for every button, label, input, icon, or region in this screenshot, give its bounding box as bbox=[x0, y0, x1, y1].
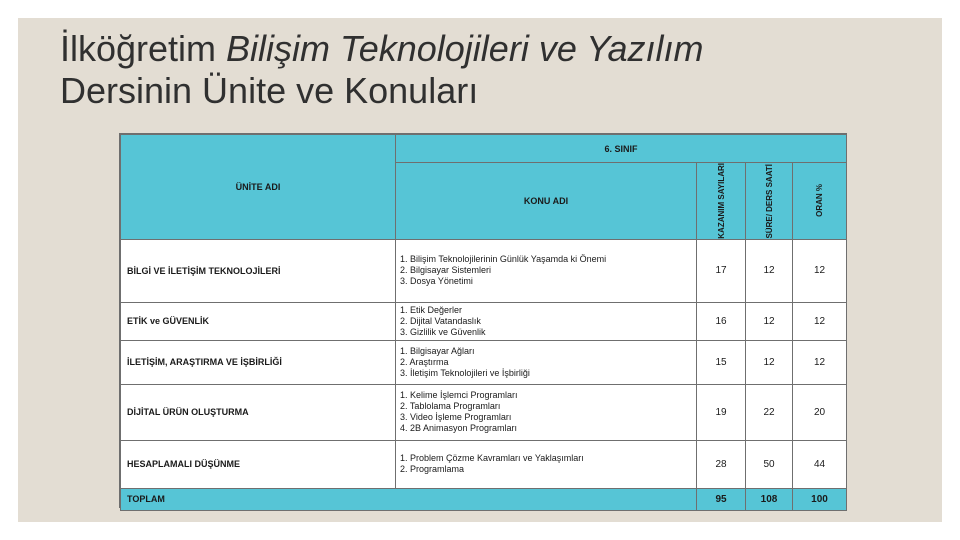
table-row bbox=[121, 440, 847, 488]
kazanim-value: 15 bbox=[697, 340, 746, 384]
topic-list bbox=[396, 239, 697, 302]
topic-item: 1. Bilişim Teknolojilerinin Günlük Yaşamda ki Önemi bbox=[400, 254, 607, 265]
oran-value: 12 bbox=[793, 340, 847, 384]
sure-value: 50 bbox=[746, 440, 793, 488]
topic-item: 2. Araştırma bbox=[400, 356, 449, 367]
kazanim-header: KAZANIM SAYILARI bbox=[716, 163, 726, 239]
title-line1-plain: İlköğretim bbox=[60, 28, 227, 69]
topic-header: KONU ADI bbox=[396, 163, 697, 240]
topic-item: 2. Dijital Vatandaslık bbox=[400, 315, 481, 326]
kazanim-value: 19 bbox=[697, 384, 746, 440]
oran-value: 44 bbox=[793, 440, 847, 488]
oran-value: 20 bbox=[793, 384, 847, 440]
kazanim-value: 28 bbox=[697, 440, 746, 488]
unit-name: DİJİTAL ÜRÜN OLUŞTURMA bbox=[121, 384, 396, 440]
topic-item: 1. Bilgisayar Ağları bbox=[400, 345, 475, 356]
unit-header: ÜNİTE ADI bbox=[121, 135, 396, 240]
topic-item: 1. Etik Değerler bbox=[400, 304, 463, 315]
unit-name: BİLGİ VE İLETİŞİM TEKNOLOJİLERİ bbox=[121, 239, 396, 302]
unit-name: ETİK ve GÜVENLİK bbox=[121, 302, 396, 340]
topic-item: 3. Gizlilik ve Güvenlik bbox=[400, 326, 486, 337]
total-sure: 108 bbox=[746, 488, 793, 510]
oran-header-cell bbox=[793, 163, 847, 240]
title-line1-italic: Bilişim Teknolojileri ve Yazılım bbox=[226, 28, 704, 69]
kazanim-value: 16 bbox=[697, 302, 746, 340]
topic-item: 2. Bilgisayar Sistemleri bbox=[400, 265, 492, 276]
table-row bbox=[121, 384, 847, 440]
topic-item: 1. Kelime İşlemci Programları bbox=[400, 390, 518, 401]
sure-value: 12 bbox=[746, 239, 793, 302]
total-label: TOPLAM bbox=[121, 488, 697, 510]
total-row bbox=[121, 488, 847, 510]
oran-value: 12 bbox=[793, 302, 847, 340]
kazanim-header-cell bbox=[697, 163, 746, 240]
curriculum-table-image bbox=[119, 133, 847, 508]
topic-item: 2. Programlama bbox=[400, 464, 465, 475]
sure-header: SÜRE/ DERS SAATİ bbox=[764, 163, 774, 239]
total-kazanim: 95 bbox=[697, 488, 746, 510]
sure-header-cell bbox=[746, 163, 793, 240]
table-row bbox=[121, 340, 847, 384]
table-row bbox=[121, 302, 847, 340]
unit-name: İLETİŞİM, ARAŞTIRMA VE İŞBİRLİĞİ bbox=[121, 340, 396, 384]
topic-list bbox=[396, 384, 697, 440]
sure-value: 12 bbox=[746, 340, 793, 384]
topic-item: 1. Problem Çözme Kavramları ve Yaklaşımları bbox=[400, 453, 584, 464]
topic-item: 4. 2B Animasyon Programları bbox=[400, 423, 518, 434]
topic-list bbox=[396, 302, 697, 340]
topic-item: 3. Video İşleme Programları bbox=[400, 412, 512, 423]
topic-list bbox=[396, 440, 697, 488]
grade-header: 6. SINIF bbox=[396, 135, 847, 163]
oran-header: ORAN % bbox=[815, 184, 824, 218]
topic-item: 3. İletişim Teknolojileri ve İşbirliği bbox=[400, 367, 530, 378]
curriculum-table bbox=[120, 134, 847, 511]
total-oran: 100 bbox=[793, 488, 847, 510]
slide-title bbox=[60, 28, 704, 112]
topic-item: 2. Tablolama Programları bbox=[400, 401, 501, 412]
topic-item: 3. Dosya Yönetimi bbox=[400, 276, 473, 287]
oran-value: 12 bbox=[793, 239, 847, 302]
unit-name: HESAPLAMALI DÜŞÜNME bbox=[121, 440, 396, 488]
topic-list bbox=[396, 340, 697, 384]
table-row bbox=[121, 239, 847, 302]
title-line2: Dersinin Ünite ve Konuları bbox=[60, 70, 479, 111]
sure-value: 12 bbox=[746, 302, 793, 340]
kazanim-value: 17 bbox=[697, 239, 746, 302]
sure-value: 22 bbox=[746, 384, 793, 440]
